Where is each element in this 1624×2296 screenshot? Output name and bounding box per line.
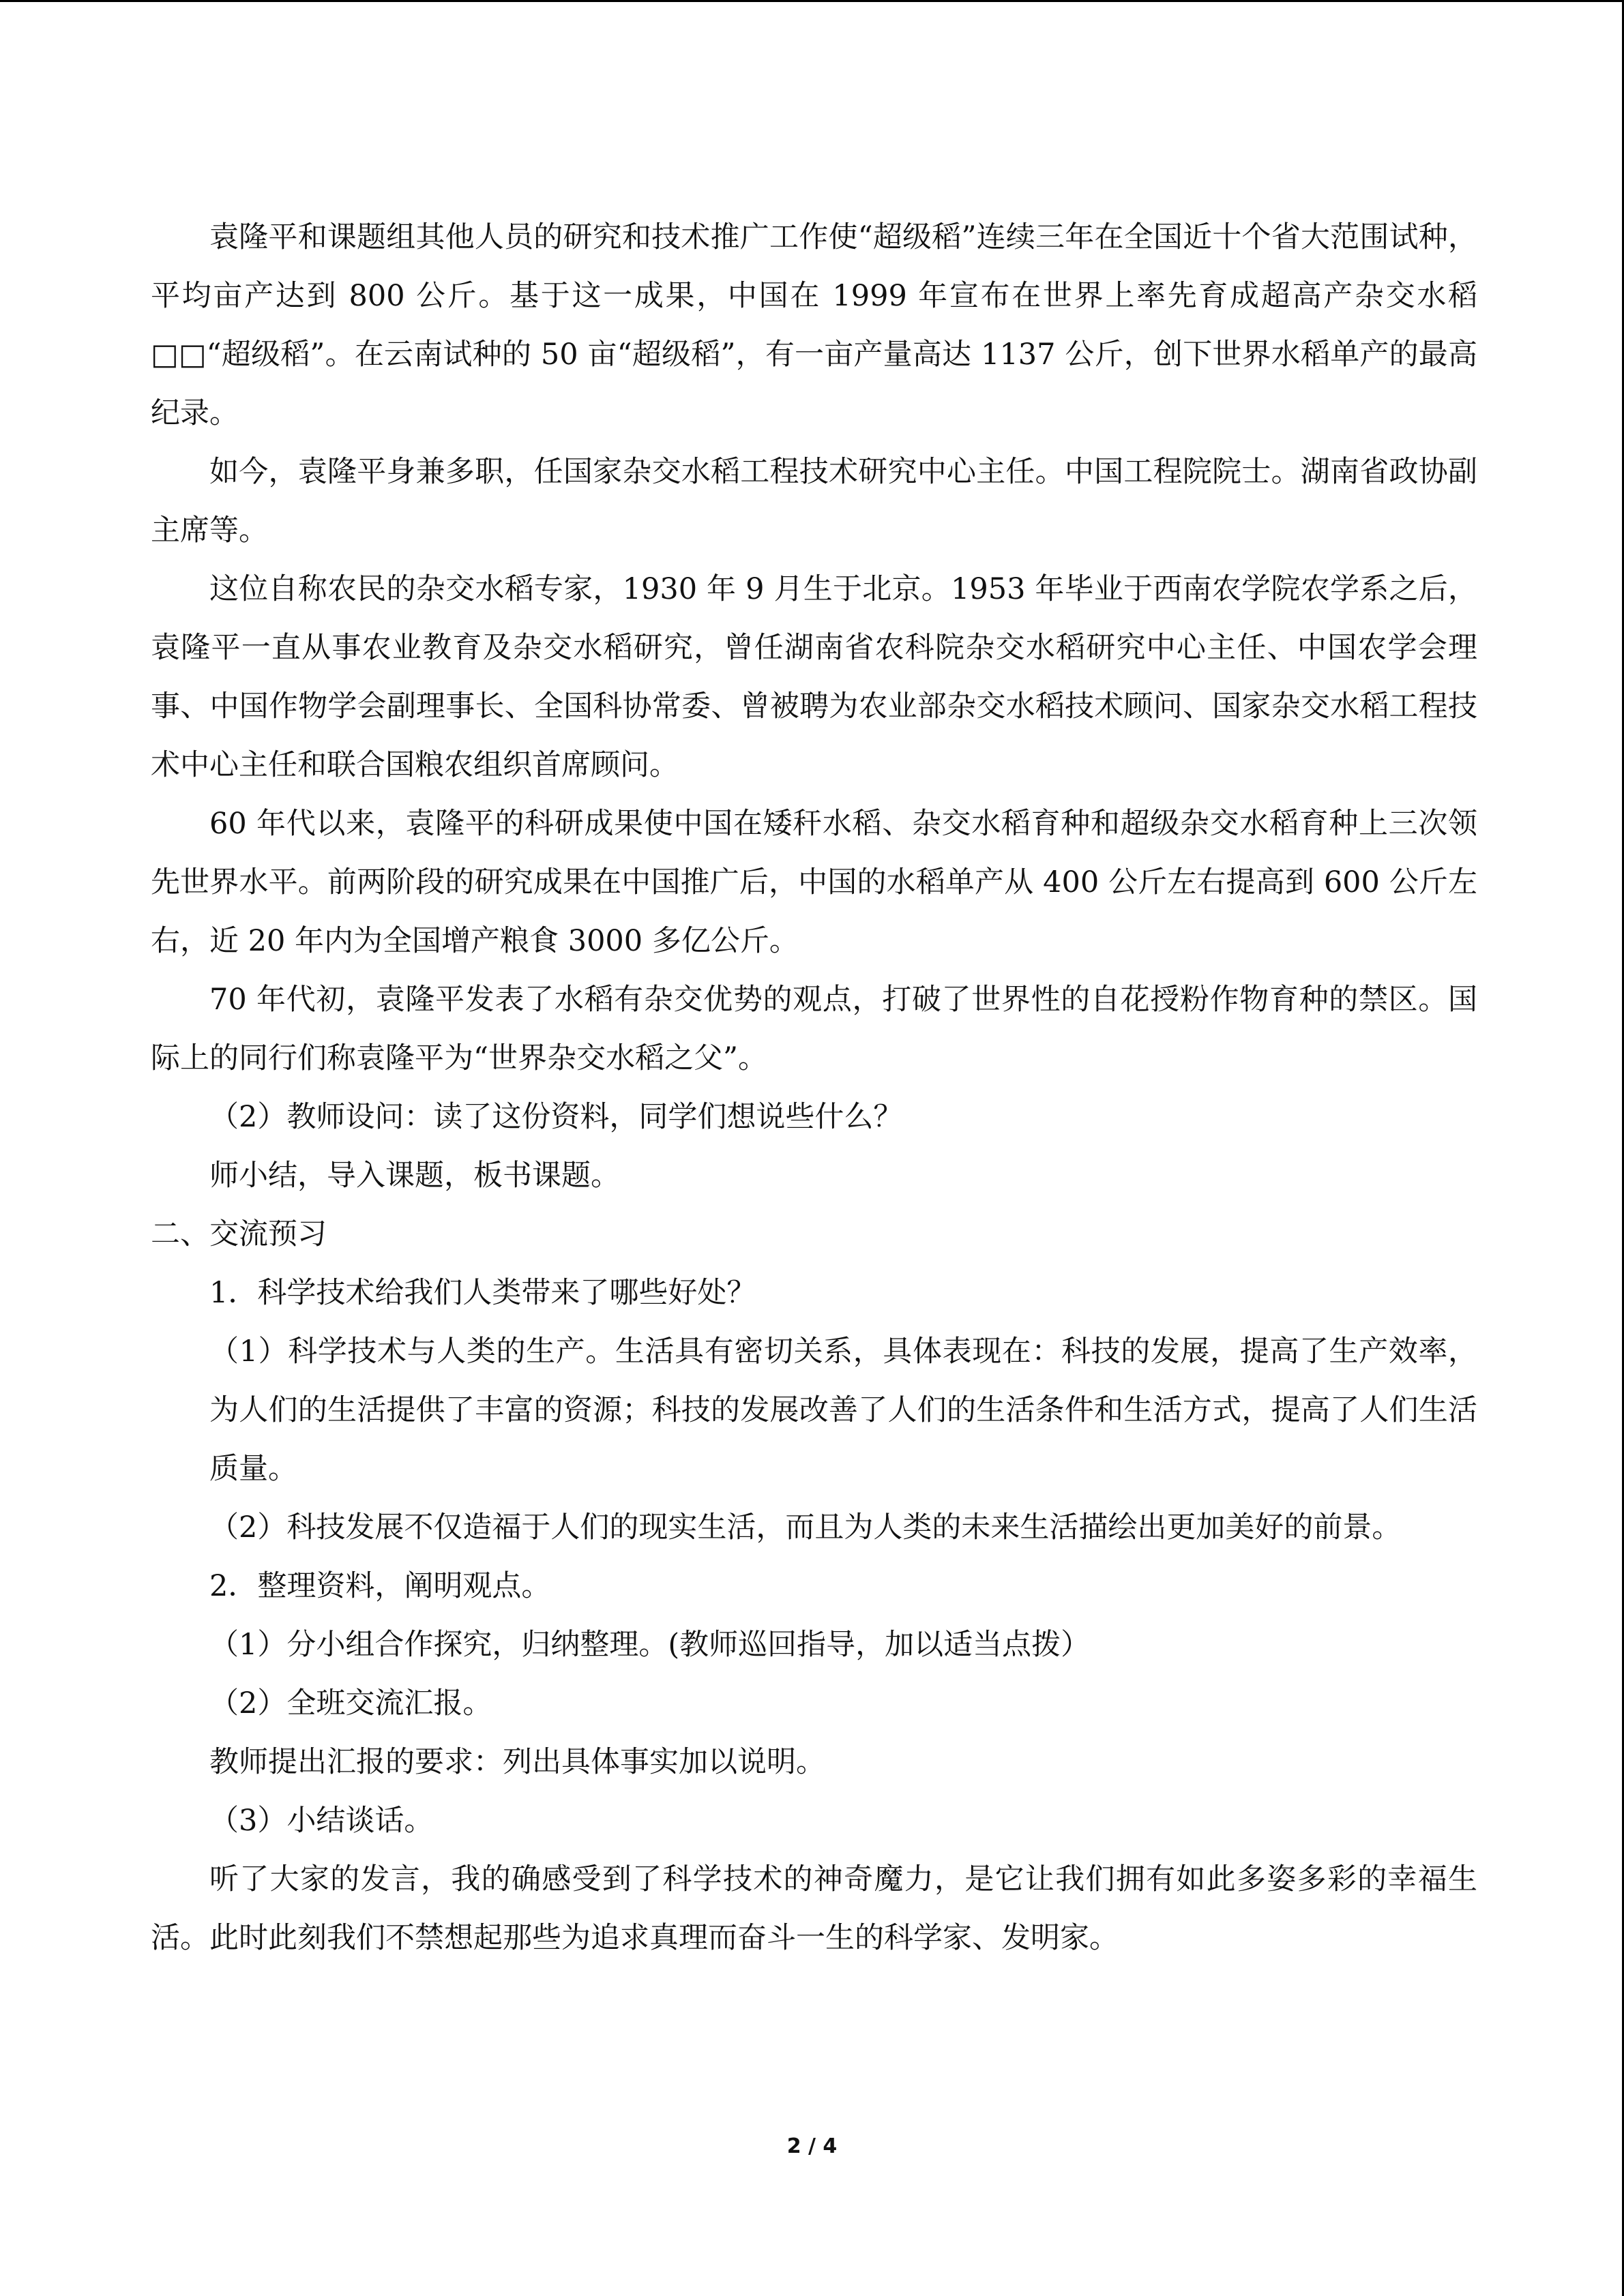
paragraph-heterosis-view: 70 年代初，袁隆平发表了水稻有杂交优势的观点，打破了世界性的自花授粉作物育种的禁区。国际上的同行们称袁隆平为“世界杂交水稻之父”。 xyxy=(151,983,1477,1075)
paragraph-research-achievements: 60 年代以来，袁隆平的科研成果使中国在矮秆水稻、杂交水稻育种和超级杂交水稻育种上三次领先世界水平。前两阶段的研究成果在中国推广后，中国的水稻单产从 400 公斤左右提高到 600 公斤左右，近 20 年内为全国增产粮食 3000 多亿公斤。 xyxy=(151,807,1477,958)
step-class-report: （2）全班交流汇报。 xyxy=(209,1686,492,1720)
paragraph-super-rice: 袁隆平和课题组其他人员的研究和技术推广工作使“超级稻”连续三年在全国近十个省大范围试种，平均亩产达到 800 公斤。基于这一成果，中国在 1999 年宣布在世界上率先育成超高产杂交水稻□□“超级稻”。在云南试种的 50 亩“超级稻”，有一亩产量高达 1137 公斤，创下世界水稻单产的最高纪录。 xyxy=(151,220,1477,430)
teacher-summary: 师小结，导入课题，板书课题。 xyxy=(209,1159,620,1193)
answer-point-1: （1）科学技术与人类的生产。生活具有密切关系，具体表现在：科技的发展，提高了生产效率，为人们的生活提供了丰富的资源；科技的发展改善了人们的生活条件和生活方式，提高了人们生活质量。 xyxy=(209,1335,1477,1486)
closing-paragraph: 听了大家的发言，我的确感受到了科学技术的神奇魔力，是它让我们拥有如此多姿多彩的幸福生活。此时此刻我们不禁想起那些为追求真理而奋斗一生的科学家、发明家。 xyxy=(151,1862,1477,1955)
page-number: 2 / 4 xyxy=(786,2134,838,2158)
report-requirement: 教师提出汇报的要求：列出具体事实加以说明。 xyxy=(209,1745,825,1779)
paragraph-current-roles: 如今，袁隆平身兼多职，任国家杂交水稻工程技术研究中心主任。中国工程院院士。湖南省政协副主席等。 xyxy=(151,455,1477,548)
teacher-question: （2）教师设问：读了这份资料，同学们想说些什么？ xyxy=(209,1100,903,1134)
answer-point-2: （2）科技发展不仅造福于人们的现实生活，而且为人类的未来生活描绘出更加美好的前景。 xyxy=(209,1510,1402,1545)
page-top-border xyxy=(0,0,1624,2)
task-organize-materials: 2．整理资料，阐明观点。 xyxy=(209,1569,551,1603)
document-body xyxy=(151,208,1477,1967)
question-benefits: 1．科学技术给我们人类带来了哪些好处？ xyxy=(209,1276,756,1310)
step-summary-talk: （3）小结谈话。 xyxy=(209,1804,434,1838)
step-group-inquiry: （1）分小组合作探究，归纳整理。(教师巡回指导，加以适当点拨） xyxy=(209,1628,1091,1662)
paragraph-biography: 这位自称农民的杂交水稻专家，1930 年 9 月生于北京。1953 年毕业于西南农学院农学系之后，袁隆平一直从事农业教育及杂交水稻研究，曾任湖南省农科院杂交水稻研究中心主任、中国农学会理事、中国作物学会副理事长、全国科协常委、曾被聘为农业部杂交水稻技术顾问、国家杂交水稻工程技术中心主任和联合国粮农组织首席顾问。 xyxy=(151,572,1477,782)
section-heading-exchange-preview: 二、交流预习 xyxy=(151,1217,327,1251)
